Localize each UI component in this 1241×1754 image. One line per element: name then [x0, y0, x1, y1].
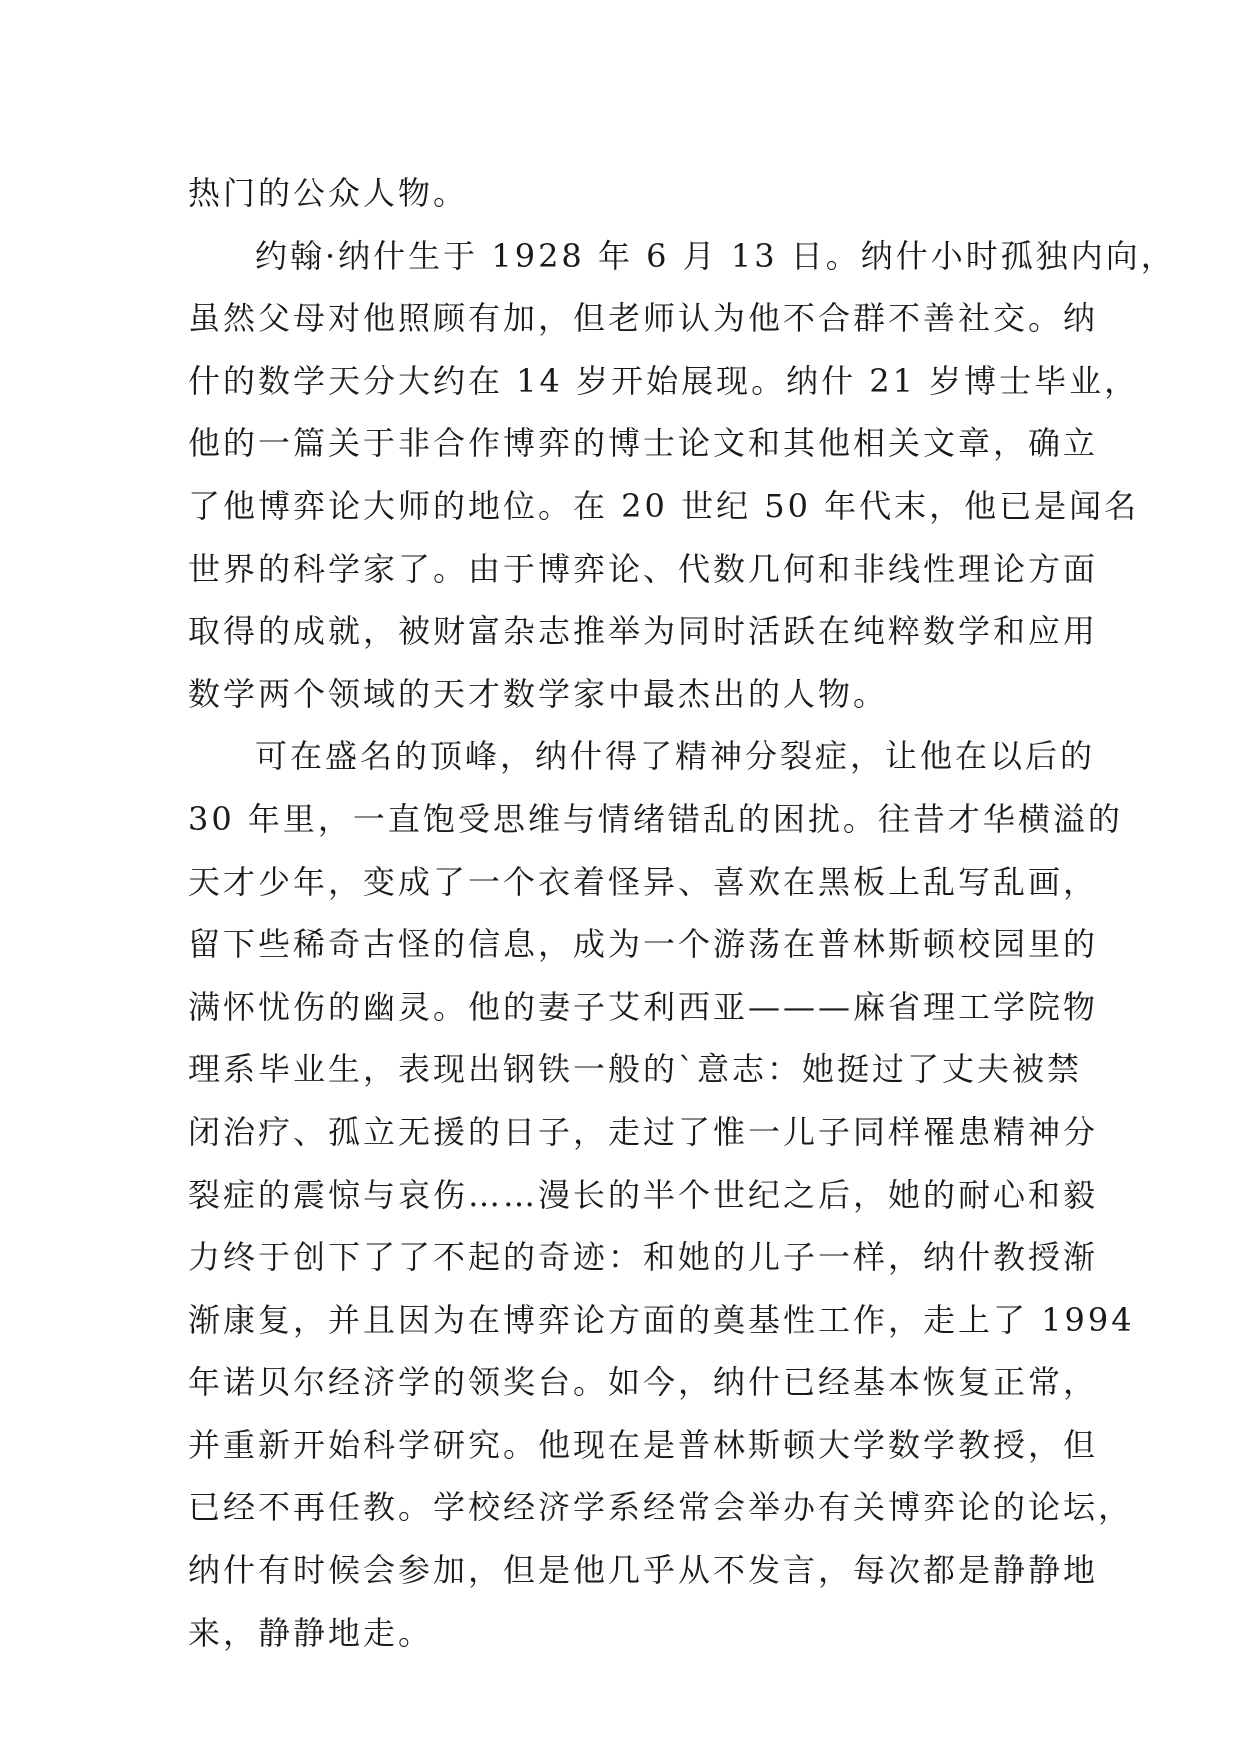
text-line: 了他博弈论大师的地位。在 20 世纪 50 年代末，他已是闻名	[188, 486, 1140, 525]
text-line: 可在盛名的顶峰，纳什得了精神分裂症，让他在以后的	[255, 737, 1096, 776]
text-line: 约翰·纳什生于 1928 年 6 月 13 日。纳什小时孤独内向，	[255, 236, 1176, 275]
text-line: 并重新开始科学研究。他现在是普林斯顿大学数学教授，但	[188, 1425, 1099, 1464]
text-line: 渐康复，并且因为在博弈论方面的奠基性工作，走上了 1994	[188, 1300, 1135, 1339]
text-line: 天才少年，变成了一个衣着怪异、喜欢在黑板上乱写乱画，	[188, 862, 1099, 901]
text-line: 来，静静地走。	[188, 1613, 434, 1652]
text-line: 虽然父母对他照顾有加，但老师认为他不合群不善社交。纳	[188, 299, 1099, 338]
text-line: 取得的成就，被财富杂志推举为同时活跃在纯粹数学和应用	[188, 612, 1099, 651]
text-line: 30 年里，一直饱受思维与情绪错乱的困扰。往昔才华横溢的	[188, 799, 1123, 838]
body-text	[188, 162, 1176, 1664]
text-line: 纳什有时候会参加，但是他几乎从不发言，每次都是静静地	[188, 1551, 1099, 1590]
text-line: 闭治疗、孤立无援的日子，走过了惟一儿子同样罹患精神分	[188, 1112, 1099, 1151]
text-line: 数学两个领域的天才数学家中最杰出的人物。	[188, 674, 889, 713]
text-line: 已经不再任教。学校经济学系经常会举办有关博弈论的论坛，	[188, 1488, 1134, 1527]
text-line: 年诺贝尔经济学的领奖台。如今，纳什已经基本恢复正常，	[188, 1363, 1099, 1402]
text-line: 世界的科学家了。由于博弈论、代数几何和非线性理论方面	[188, 549, 1099, 588]
text-line: 力终于创下了了不起的奇迹：和她的儿子一样，纳什教授渐	[188, 1238, 1099, 1277]
text-line: 理系毕业生，表现出钢铁一般的`意志：她挺过了丈夫被禁	[188, 1050, 1083, 1089]
text-line: 满怀忧伤的幽灵。他的妻子艾利西亚———麻省理工学院物	[188, 987, 1099, 1026]
text-line: 他的一篇关于非合作博弈的博士论文和其他相关文章，确立	[188, 424, 1099, 463]
text-line: 裂症的震惊与哀伤……漫长的半个世纪之后，她的耐心和毅	[188, 1175, 1099, 1214]
text-line: 热门的公众人物。	[188, 174, 469, 212]
text-line: 留下些稀奇古怪的信息，成为一个游荡在普林斯顿校园里的	[188, 925, 1099, 964]
text-line: 什的数学天分大约在 14 岁开始展现。纳什 21 岁博士毕业，	[188, 361, 1140, 400]
